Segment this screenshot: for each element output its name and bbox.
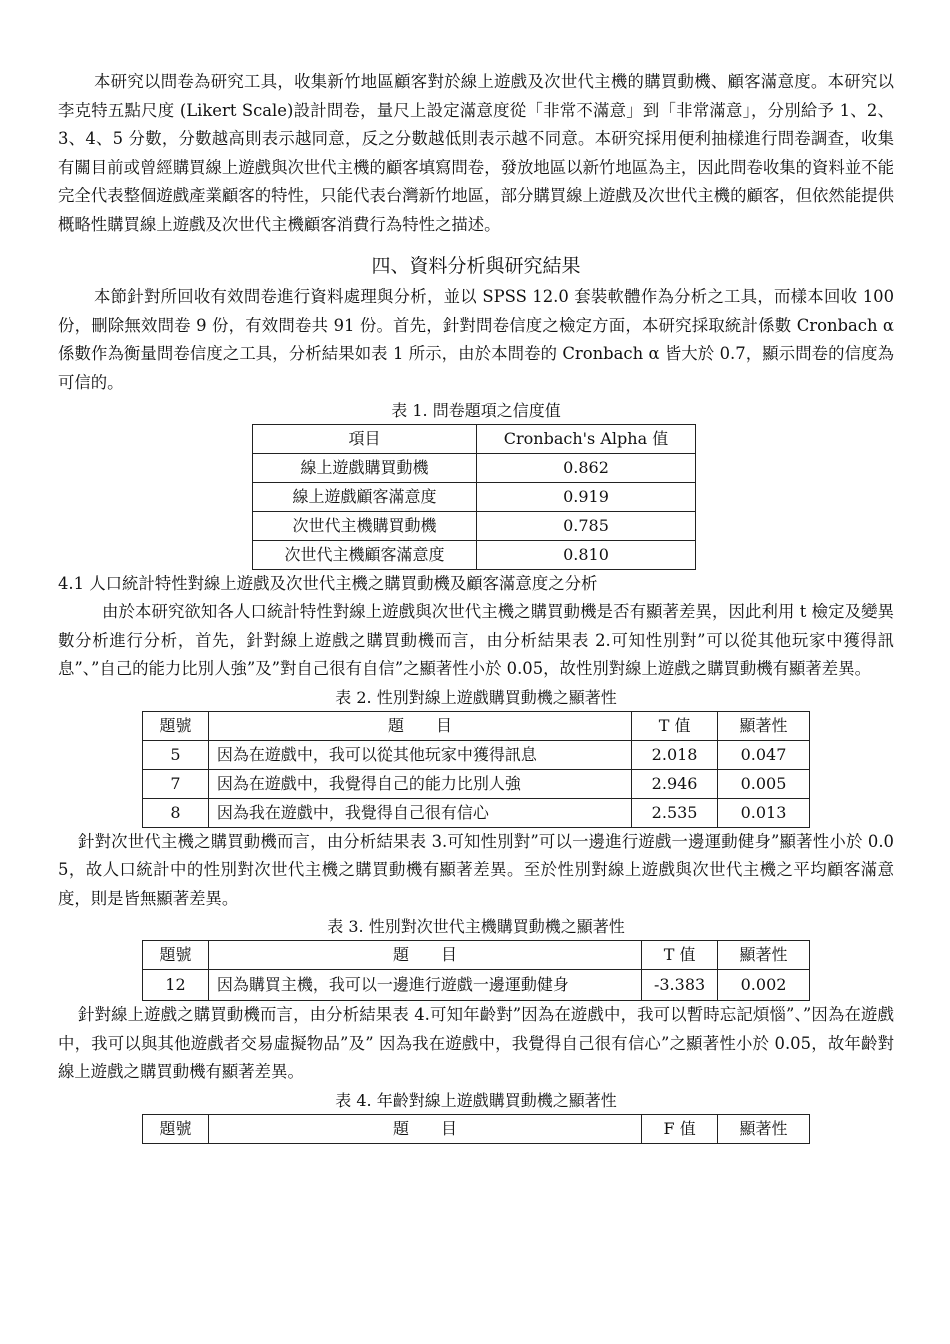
table-row: [253, 483, 696, 512]
header-cell: 題 目: [208, 1114, 641, 1143]
table-header-row: [143, 941, 810, 970]
table-row: [143, 740, 810, 769]
subsection-paragraph: 由於本研究欲知各人口統計特性對線上遊戲與次世代主機之購買動機是否有顯著差異，因此利用 t 檢定及變異數分析進行分析，首先，針對線上遊戲之購買動機而言，由分析結果表 2.可知性別對”可以從其他玩家中獲得訊息”、”自己的能力比別人強”及”對自己很有自信”之顯著性小於 0.05，故性別對線上遊戲之購買動機有顯著差異。: [58, 602, 894, 678]
document-page: [58, 68, 894, 1144]
table-row: [253, 512, 696, 541]
header-cell: Cronbach's Alpha 值: [477, 425, 696, 454]
table-cell: 0.919: [477, 483, 696, 512]
table-row: [253, 541, 696, 570]
header-cell: 題 目: [208, 711, 631, 740]
section-heading: 四、資料分析與研究結果: [371, 255, 581, 277]
section-paragraph: 本節針對所回收有效問卷進行資料處理與分析，並以 SPSS 12.0 套裝軟體作為分析之工具，而樣本回收 100 份，刪除無效問卷 9 份，有效問卷共 91 份。首先，針對問卷信度之檢定方面，本研究採取統計係數 Cronbach α 係數作為衡量問卷信度之工具，分析結果如表 1 所示，由於本問卷的 Cronbach α 皆大於 0.7，顯示問卷的信度為可信的。: [58, 287, 894, 392]
table-cell: 線上遊戲購買動機: [253, 454, 477, 483]
table2-caption: 表 2. 性別對線上遊戲購買動機之顯著性: [335, 687, 617, 707]
table-cell: 8: [143, 798, 209, 827]
table-cell: 0.005: [718, 769, 810, 798]
table-cell: 線上遊戲顧客滿意度: [253, 483, 477, 512]
table-cell: 0.785: [477, 512, 696, 541]
table-cell: 0.013: [718, 798, 810, 827]
paragraph-after-table3: 針對線上遊戲之購買動機而言，由分析結果表 4.可知年齡對”因為在遊戲中，我可以暫時忘記煩惱”、”因為在遊戲中，我可以與其他遊戲者交易虛擬物品”及” 因為我在遊戲中，我覺得自己很有信心”之顯著性小於 0.05，故年齡對線上遊戲之購買動機有顯著差異。: [58, 1005, 894, 1081]
table-cell: 12: [143, 970, 209, 1001]
table-row: [143, 769, 810, 798]
table-header-row: [253, 425, 696, 454]
header-cell: 顯著性: [718, 1114, 810, 1143]
header-cell: T 值: [632, 711, 718, 740]
table-cell: -3.383: [642, 970, 718, 1001]
subsection-heading: 4.1 人口統計特性對線上遊戲及次世代主機之購買動機及顧客滿意度之分析: [58, 574, 598, 593]
header-cell: 顯著性: [718, 941, 810, 970]
table-cell: 次世代主機購買動機: [253, 512, 477, 541]
reliability-table: [252, 424, 696, 570]
header-cell: F 值: [642, 1114, 718, 1143]
table1-caption: 表 1. 問卷題項之信度值: [391, 401, 561, 420]
table-cell: 0.862: [477, 454, 696, 483]
table-cell: 7: [143, 769, 209, 798]
gender-console-table: [142, 940, 810, 1001]
table-header-row: [143, 1114, 810, 1143]
table-cell: 因為我在遊戲中，我覺得自己很有信心: [208, 798, 631, 827]
table-cell: 2.018: [632, 740, 718, 769]
table-cell: 因為在遊戲中，我可以從其他玩家中獲得訊息: [208, 740, 631, 769]
table-cell: 2.946: [632, 769, 718, 798]
table3-caption: 表 3. 性別對次世代主機購買動機之顯著性: [327, 917, 625, 936]
table-row: [143, 798, 810, 827]
table-header-row: [143, 711, 810, 740]
age-online-table: [142, 1114, 810, 1144]
header-cell: 顯著性: [718, 711, 810, 740]
table-cell: 0.002: [718, 970, 810, 1001]
header-cell: 題號: [143, 941, 209, 970]
paragraph-after-table2: 針對次世代主機之購買動機而言，由分析結果表 3.可知性別對”可以一邊進行遊戲一邊運動健身”顯著性小於 0.05，故人口統計中的性別對次世代主機之購買動機有顯著差異。至於性別對線上遊戲與次世代主機之平均顧客滿意度，則是皆無顯著差異。: [58, 831, 894, 908]
header-cell: 題號: [143, 711, 209, 740]
header-cell: 項目: [253, 425, 477, 454]
table-row: [143, 970, 810, 1001]
table-row: [253, 454, 696, 483]
gender-online-table: [142, 711, 810, 828]
table-cell: 次世代主機顧客滿意度: [253, 541, 477, 570]
intro-paragraph: 本研究以問卷為研究工具，收集新竹地區顧客對於線上遊戲及次世代主機的購買動機、顧客滿意度。本研究以李克特五點尺度 (Likert Scale)設計問卷，量尺上設定滿意度從「非常不滿意」到「非常滿意」，分別給予 1、2、3、4、5 分數，分數越高則表示越同意，反之分數越低則表示越不同意。本研究採用便利抽樣進行問卷調查，收集有關目前或曾經購買線上遊戲與次世代主機的顧客填寫問卷，發放地區以新竹地區為主，因此問卷收集的資料並不能完全代表整個遊戲產業顧客的特性，只能代表台灣新竹地區，部分購買線上遊戲及次世代主機的顧客，但依然能提供概略性購買線上遊戲及次世代主機顧客消費行為特性之描述。: [58, 72, 894, 234]
table-cell: 因為在遊戲中，我覺得自己的能力比別人強: [208, 769, 631, 798]
header-cell: T 值: [642, 941, 718, 970]
table4-caption: 表 4. 年齡對線上遊戲購買動機之顯著性: [335, 1090, 617, 1110]
table-cell: 0.047: [718, 740, 810, 769]
table-cell: 0.810: [477, 541, 696, 570]
header-cell: 題 目: [208, 941, 641, 970]
table-cell: 2.535: [632, 798, 718, 827]
table-cell: 5: [143, 740, 209, 769]
table-cell: 因為購買主機，我可以一邊進行遊戲一邊運動健身: [208, 970, 641, 1001]
header-cell: 題號: [143, 1114, 209, 1143]
